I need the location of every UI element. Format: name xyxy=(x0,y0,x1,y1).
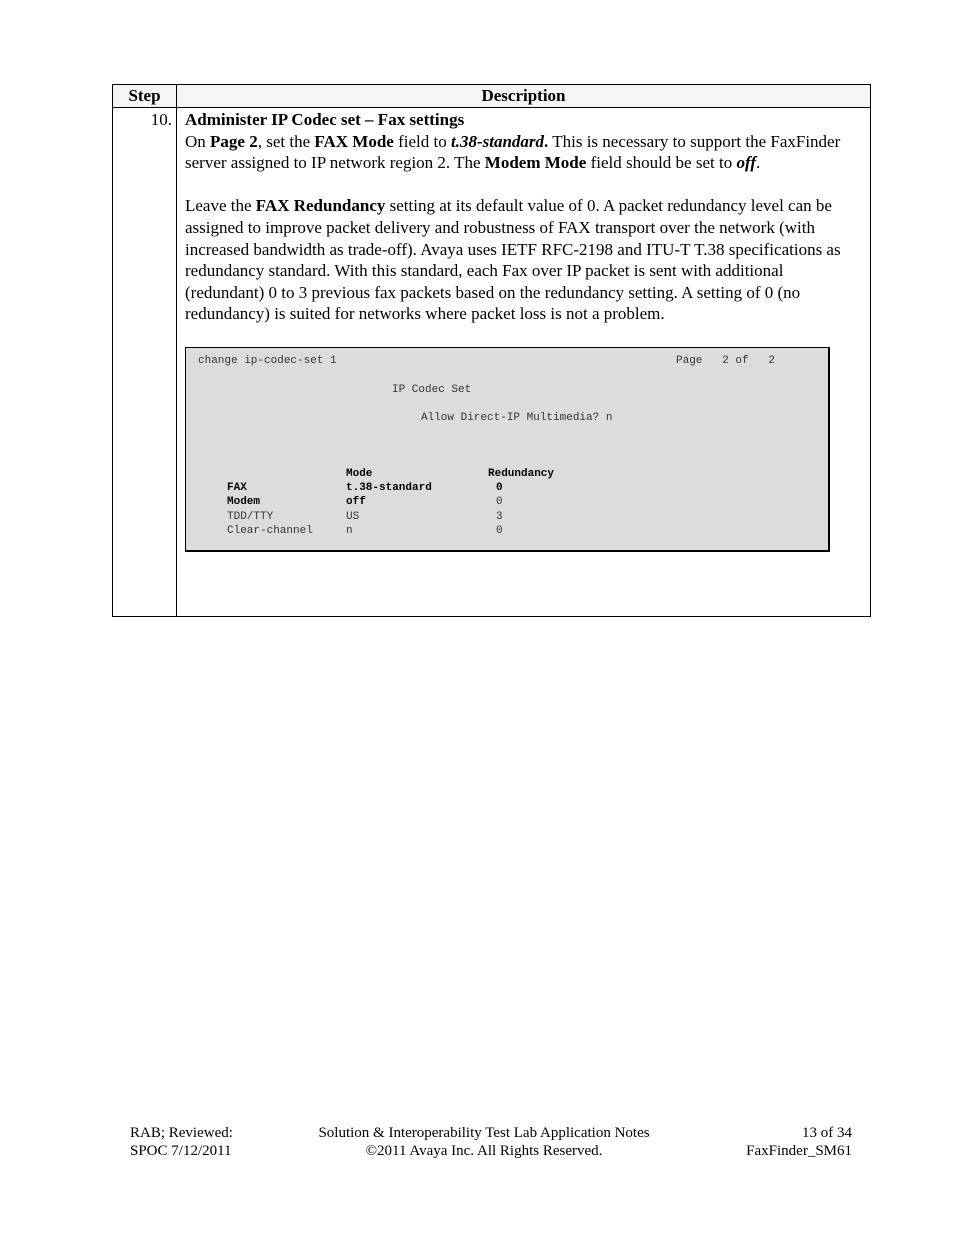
screen-page-indicator: Page 2 of 2 xyxy=(676,354,776,367)
text-run: On xyxy=(185,131,211,151)
screen-command: change ip-codec-set 1 xyxy=(198,354,337,367)
table-header-row xyxy=(113,85,871,108)
bold-run: FAX Mode xyxy=(314,131,394,151)
footer-doc-id: FaxFinder_SM61 xyxy=(746,1143,852,1159)
step-header: Step xyxy=(113,85,177,108)
screen-row-redundancy: 0 xyxy=(496,495,503,508)
bold-run: FAX Redundancy xyxy=(255,196,386,216)
bold-run: . xyxy=(544,131,549,151)
screen-row-mode: off xyxy=(346,495,366,508)
bold-italic-run: t.38-standard xyxy=(451,131,545,151)
text-run: , set the xyxy=(257,131,315,151)
screen-row-mode: t.38-standard xyxy=(346,481,432,494)
screen-row-label: TDD/TTY xyxy=(227,510,274,523)
screen-row-label: FAX xyxy=(227,481,247,494)
footer-right xyxy=(746,1124,852,1160)
footer-left xyxy=(130,1124,233,1160)
footer-page-number: 13 of 34 xyxy=(802,1125,852,1141)
text-run: . xyxy=(755,153,761,173)
step-table xyxy=(112,84,871,617)
step-title: Administer IP Codec set – Fax settings xyxy=(185,110,465,129)
text-run: Leave the xyxy=(185,196,256,216)
screen-row-mode: US xyxy=(346,510,360,523)
screen-col-redundancy: Redundancy xyxy=(488,467,555,480)
footer-center xyxy=(284,1124,684,1160)
screen-form-title: IP Codec Set xyxy=(392,383,472,396)
screen-row-mode: n xyxy=(346,524,353,537)
fax-mode-paragraph xyxy=(185,131,862,174)
text-run: setting at its default value of 0. A packet redundancy level can be assigned to improve packet delivery and robustness of FAX transport over the network (with increased bandwidth as trade-off). Avaya uses IETF RFC-2198 and ITU-T T.38 specifications as redundancy standard. With this standard, each Fax over IP packet is sent with additional (redundant) 0 to 3 previous fax packets based on the redundancy setting. A setting of 0 (no redundancy) is suited for networks where packet loss is not a problem. xyxy=(185,196,841,324)
screen-row-redundancy: 0 xyxy=(496,481,503,494)
footer-review-date: SPOC 7/12/2011 xyxy=(130,1143,232,1159)
footer-reviewer: RAB; Reviewed: xyxy=(130,1125,233,1141)
step-description xyxy=(177,108,871,617)
bold-italic-run: off xyxy=(736,153,756,173)
terminal-screenshot xyxy=(185,347,830,552)
text-run: field should be set to xyxy=(586,153,737,173)
text-run: This is necessary to support the FaxFinder server assigned to IP network region 2. The xyxy=(185,131,841,173)
footer-doc-title: Solution & Interoperability Test Lab Application Notes xyxy=(318,1125,650,1141)
screen-row-redundancy: 0 xyxy=(496,524,503,537)
screen-col-mode: Mode xyxy=(346,467,373,480)
bold-run: Page 2 xyxy=(210,131,258,151)
description-header: Description xyxy=(177,85,871,108)
footer-copyright: ©2011 Avaya Inc. All Rights Reserved. xyxy=(365,1143,603,1159)
screen-row-label: Modem xyxy=(227,495,261,508)
bold-run: Modem Mode xyxy=(484,153,587,173)
text-run: field to xyxy=(393,131,451,151)
screen-row-redundancy: 3 xyxy=(496,510,503,523)
screen-allow-multimedia: Allow Direct-IP Multimedia? n xyxy=(421,411,613,424)
fax-redundancy-paragraph xyxy=(185,195,862,325)
screen-row-label: Clear-channel xyxy=(227,524,313,537)
step-number: 10. xyxy=(113,108,177,617)
table-row xyxy=(113,108,871,617)
